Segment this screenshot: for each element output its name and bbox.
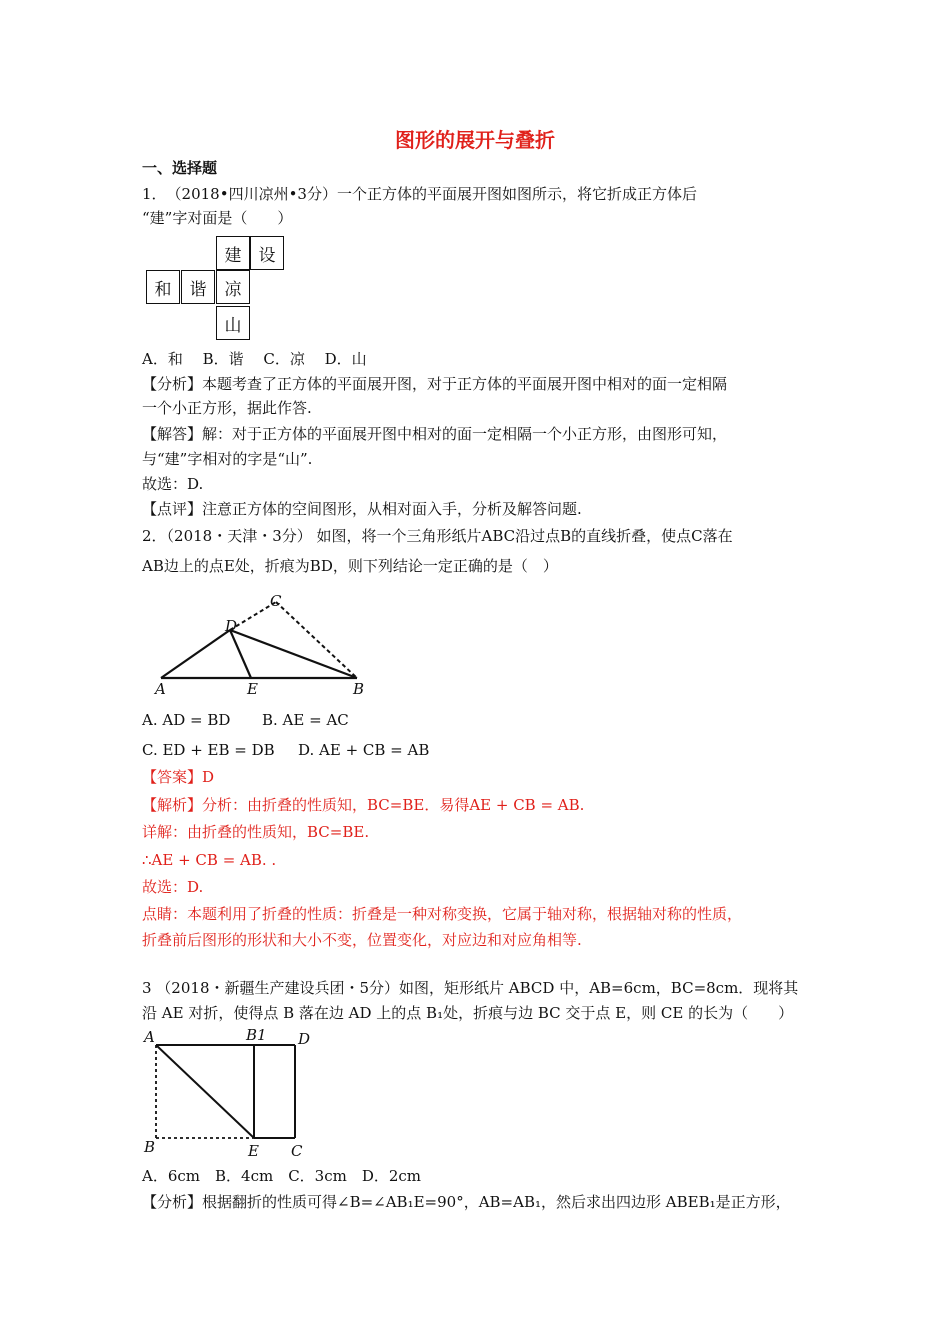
q2-detail: 详解：由折叠的性质知，BC=BE. <box>142 823 370 841</box>
q2-analysis: 【解析】分析：由折叠的性质知，BC=BE．易得AE + CB = AB. <box>142 796 585 814</box>
label-c: C <box>270 592 282 610</box>
q1-analysis-line1: 【分析】本题考查了正方体的平面展开图，对于正方体的平面展开图中相对的面一定相隔 <box>142 375 728 393</box>
net-cell-xie: 谐 <box>181 270 215 304</box>
net-cell-he: 和 <box>146 270 180 304</box>
q1-analysis-line2: 一个小正方形，据此作答. <box>142 399 312 417</box>
label-d: D <box>225 617 238 635</box>
segment-cb <box>276 602 357 678</box>
q3-options: A．6cm B．4cm C．3cm D．2cm <box>142 1167 422 1185</box>
q2-stem-line1: 2．（2018・天津・3分） 如图，将一个三角形纸片ABC沿过点B的直线折叠，使点C落在 <box>142 527 733 545</box>
label-b: B <box>144 1138 156 1156</box>
label-a: A <box>155 680 166 698</box>
q2-option-d: D. AE + CB = AB <box>298 741 430 759</box>
q1-stem-line1: 1． （2018•四川凉州•3分）一个正方体的平面展开图如图所示，将它折成正方体后 <box>142 185 697 203</box>
net-cell-liang: 凉 <box>216 270 250 304</box>
label-b1: B1 <box>246 1026 267 1044</box>
q2-option-a: A. AD = BD <box>142 711 231 729</box>
q1-solution-line1: 【解答】解：对于正方体的平面展开图中相对的面一定相隔一个小正方形，由图形可知， <box>142 425 728 443</box>
net-cell-jian: 建 <box>216 236 250 270</box>
triangle-fold-figure <box>145 586 375 698</box>
cube-net-figure <box>146 236 286 340</box>
q3-stem-line1: 3 （2018・新疆生产建设兵团・5分）如图，矩形纸片 ABCD 中，AB=6cm，BC=8cm．现将其 <box>142 979 799 997</box>
segment-ad <box>161 630 230 678</box>
q1-options: A．和 B．谐 C．凉 D．山 <box>142 350 367 368</box>
q1-solution-line2: 与“建”字相对的字是“山”. <box>142 450 313 468</box>
rectangle-fold-figure <box>140 1024 320 1160</box>
q2-choice: 故选：D. <box>142 878 204 896</box>
q3-analysis: 【分析】根据翻折的性质可得∠B=∠AB₁E=90°，AB=AB₁，然后求出四边形 ABEB₁是正方形， <box>142 1193 791 1211</box>
q2-option-b: B. AE = AC <box>262 711 349 729</box>
page-title: 图形的展开与叠折 <box>395 128 555 152</box>
net-cell-she: 设 <box>250 236 284 270</box>
segment-ae <box>156 1045 254 1138</box>
q1-choice: 故选：D. <box>142 475 204 493</box>
q1-stem-line2: “建”字对面是（ ） <box>142 209 293 227</box>
q2-stem-line2: AB边上的点E处，折痕为BD，则下列结论一定正确的是（ ） <box>142 557 558 575</box>
q1-comment: 【点评】注意正方体的空间图形，从相对面入手，分析及解答问题. <box>142 500 582 518</box>
label-e: E <box>247 680 258 698</box>
q2-option-c: C. ED + EB = DB <box>142 741 275 759</box>
label-c: C <box>291 1142 303 1160</box>
q2-therefore: ∴AE + CB = AB. . <box>142 851 277 869</box>
q2-note-line1: 点睛：本题利用了折叠的性质：折叠是一种对称变换，它属于轴对称，根据轴对称的性质， <box>142 905 743 923</box>
net-cell-shan: 山 <box>216 306 250 340</box>
label-b: B <box>353 680 365 698</box>
label-e: E <box>248 1142 259 1160</box>
q3-stem-line2: 沿 AE 对折，使得点 B 落在边 AD 上的点 B₁处，折痕与边 BC 交于点 E，则 CE 的长为（ ） <box>142 1004 794 1022</box>
section-heading: 一、选择题 <box>142 159 218 177</box>
q2-note-line2: 折叠前后图形的形状和大小不变，位置变化，对应边和对应角相等. <box>142 931 582 949</box>
label-a: A <box>144 1028 155 1046</box>
q2-answer: 【答案】D <box>142 768 215 786</box>
label-d: D <box>298 1030 311 1048</box>
